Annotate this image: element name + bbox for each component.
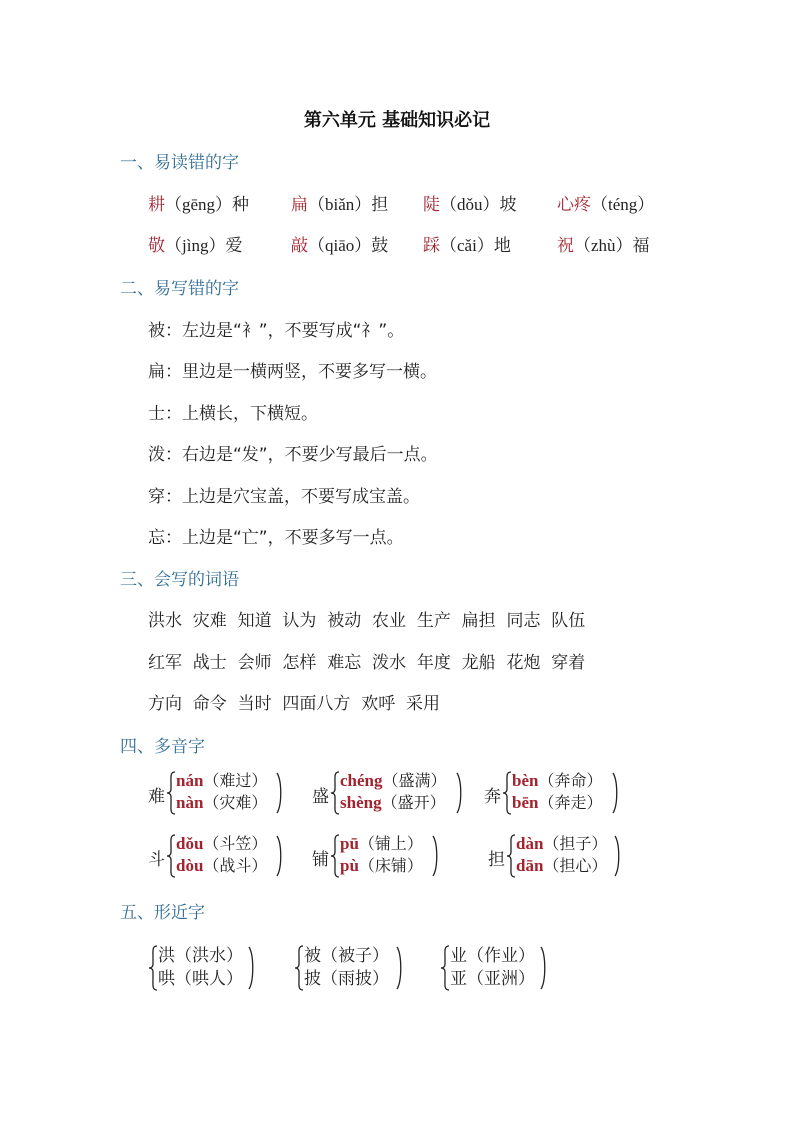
page-title: 第六单元 基础知识必记 xyxy=(303,110,491,131)
read-rest: 爱 xyxy=(225,236,243,256)
polyphone-word: （担子） xyxy=(543,834,608,853)
read-item: 敬（jìng）爱 xyxy=(148,236,243,256)
polyphone-pinyin: pù xyxy=(340,856,359,875)
right-paren-icon xyxy=(432,834,440,878)
similar-char-line: 哄（哄人） xyxy=(158,969,243,989)
polyphone-group xyxy=(484,770,624,816)
read-item: 心疼（téng） xyxy=(557,195,655,215)
polyphone-pinyin: nán xyxy=(176,771,204,790)
section-heading-4: 四、多音字 xyxy=(120,737,205,757)
polyphone-group xyxy=(148,833,288,879)
similar-char-line: 洪（洪水） xyxy=(158,946,243,966)
right-paren-icon xyxy=(614,834,622,878)
polyphone-word: （斗笠） xyxy=(203,834,268,853)
similar-char-group xyxy=(148,945,268,993)
polyphone-word: （灾难） xyxy=(203,793,268,812)
similar-char-group xyxy=(440,945,560,993)
polyphone-pinyin: chéng xyxy=(340,771,383,790)
left-brace-icon xyxy=(440,945,450,991)
polyphone-pinyin: dǒu xyxy=(176,834,204,853)
read-item: 扁（biǎn）担 xyxy=(291,195,389,215)
read-item: 祝（zhù）福 xyxy=(557,236,650,256)
polyphone-pinyin: nàn xyxy=(176,793,204,812)
polyphone-word: （战斗） xyxy=(203,856,268,875)
read-pinyin: jìng xyxy=(182,236,209,255)
read-pinyin: téng xyxy=(608,195,638,214)
left-brace-icon xyxy=(166,771,176,815)
similar-char-line: 业（作业） xyxy=(450,946,535,966)
read-item: 敲（qiāo）鼓 xyxy=(291,236,389,256)
read-rest: 种 xyxy=(232,195,250,215)
writing-note: 扁：里边是一横两竖，不要多写一横。 xyxy=(148,362,437,382)
polyphone-char: 担 xyxy=(488,850,505,870)
right-paren-icon xyxy=(612,771,620,815)
read-char: 祝 xyxy=(557,236,574,256)
polyphone-group xyxy=(312,770,472,816)
right-paren-icon xyxy=(456,771,464,815)
polyphone-char: 铺 xyxy=(312,850,329,870)
similar-char-group xyxy=(294,945,414,993)
writing-note: 穿：上边是穴宝盖，不要写成宝盖。 xyxy=(148,487,420,507)
section-heading-3: 三、会写的词语 xyxy=(120,570,239,590)
right-paren-icon xyxy=(248,945,256,991)
similar-char-line: 亚（亚洲） xyxy=(450,969,535,989)
polyphone-pinyin: dān xyxy=(516,856,544,875)
polyphone-group xyxy=(488,833,628,879)
read-rest: 鼓 xyxy=(371,236,389,256)
read-char: 心疼 xyxy=(557,195,591,215)
polyphone-word: （奔命） xyxy=(538,771,603,790)
polyphone-word: （奔走） xyxy=(538,793,603,812)
read-char: 踩 xyxy=(423,236,440,256)
polyphone-group xyxy=(312,833,452,879)
read-rest: 坡 xyxy=(499,195,517,215)
read-char: 耕 xyxy=(148,195,165,215)
polyphone-word: （难过） xyxy=(203,771,268,790)
read-item: 陡（dǒu）坡 xyxy=(423,195,517,215)
polyphone-word: （担心） xyxy=(543,856,608,875)
read-char: 扁 xyxy=(291,195,308,215)
similar-char-line: 被（被子） xyxy=(304,946,389,966)
read-pinyin: gēng xyxy=(182,195,216,214)
polyphone-word: （盛开） xyxy=(381,793,446,812)
similar-char-line: 披（雨披） xyxy=(304,969,389,989)
right-paren-icon xyxy=(396,945,404,991)
section-heading-5: 五、形近字 xyxy=(120,903,205,923)
read-pinyin: zhù xyxy=(591,236,616,255)
read-item: 踩（cǎi）地 xyxy=(423,236,511,256)
polyphone-pinyin: bèn xyxy=(512,771,539,790)
read-char: 敲 xyxy=(291,236,308,256)
right-paren-icon xyxy=(276,771,284,815)
polyphone-pinyin: bēn xyxy=(512,793,539,812)
read-rest: 福 xyxy=(632,236,650,256)
left-brace-icon xyxy=(502,771,512,815)
left-brace-icon xyxy=(330,834,340,878)
read-item: 耕（gēng）种 xyxy=(148,195,250,215)
left-brace-icon xyxy=(330,771,340,815)
writing-note: 士：上横长，下横短。 xyxy=(148,404,318,424)
word-list-line: 红军 战士 会师 怎样 难忘 泼水 年度 龙船 花炮 穿着 xyxy=(148,653,586,673)
left-brace-icon xyxy=(294,945,304,991)
polyphone-pinyin: dòu xyxy=(176,856,204,875)
word-list-line: 方向 命令 当时 四面八方 欢呼 采用 xyxy=(148,694,441,714)
read-char: 陡 xyxy=(423,195,440,215)
left-brace-icon xyxy=(506,834,516,878)
left-brace-icon xyxy=(166,834,176,878)
section-heading-2: 二、易写错的字 xyxy=(120,279,239,299)
read-pinyin: dǒu xyxy=(457,195,483,214)
read-rest: 担 xyxy=(371,195,389,215)
left-brace-icon xyxy=(148,945,158,991)
read-rest: 地 xyxy=(493,236,511,256)
writing-note: 被：左边是“衤”，不要写成“礻”。 xyxy=(148,321,405,341)
polyphone-char: 盛 xyxy=(312,787,329,807)
read-pinyin: cǎi xyxy=(457,236,477,255)
polyphone-word: （床铺） xyxy=(358,856,423,875)
section-heading-1: 一、易读错的字 xyxy=(120,153,239,173)
writing-note: 泼：右边是“发”，不要少写最后一点。 xyxy=(148,445,438,465)
word-list-line: 洪水 灾难 知道 认为 被动 农业 生产 扁担 同志 队伍 xyxy=(148,611,586,631)
writing-note: 忘：上边是“亡”，不要多写一点。 xyxy=(148,528,404,548)
polyphone-pinyin: pū xyxy=(340,834,359,853)
polyphone-char: 奔 xyxy=(484,787,501,807)
polyphone-char: 难 xyxy=(148,787,165,807)
polyphone-pinyin: shèng xyxy=(340,793,382,812)
polyphone-pinyin: dàn xyxy=(516,834,544,853)
read-pinyin: qiāo xyxy=(325,236,355,255)
polyphone-word: （盛满） xyxy=(382,771,447,790)
right-paren-icon xyxy=(276,834,284,878)
read-char: 敬 xyxy=(148,236,165,256)
polyphone-word: （铺上） xyxy=(358,834,423,853)
read-pinyin: biǎn xyxy=(325,195,355,214)
polyphone-char: 斗 xyxy=(148,850,165,870)
right-paren-icon xyxy=(540,945,548,991)
polyphone-group xyxy=(148,770,288,816)
